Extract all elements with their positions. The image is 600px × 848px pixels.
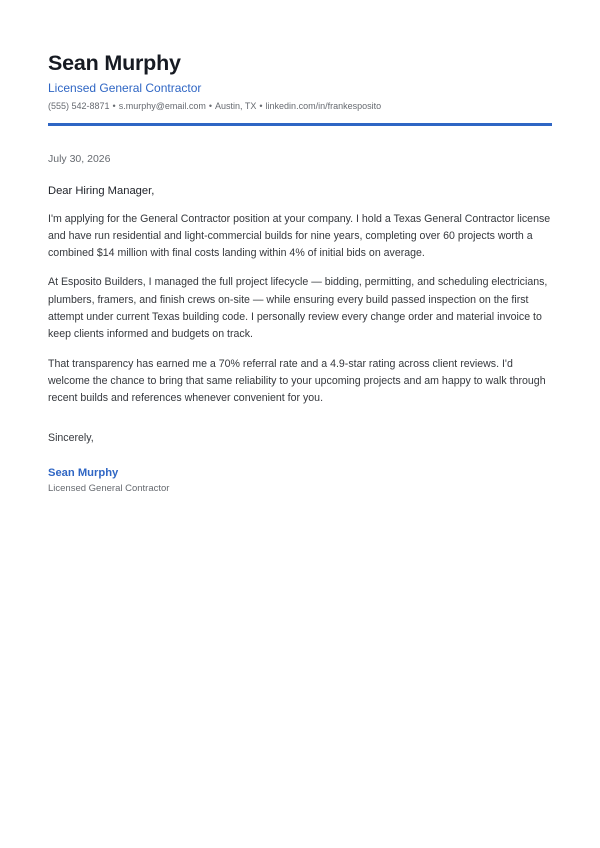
contact-separator: •	[208, 101, 213, 111]
body-paragraph-1: I'm applying for the General Contractor position at your company. I hold a Texas General Contractor license and have run residential and light-commercial builds for nine years, completing over 60 projects worth a combined $14 million with final costs landing within 4% of initial bids on average.	[48, 212, 551, 260]
letter-header	[48, 0, 552, 126]
contact-line	[48, 100, 552, 112]
letter-date: July 30, 2026	[48, 152, 111, 165]
signature-name: Sean Murphy	[48, 467, 119, 480]
signature-title: Licensed General Contractor	[48, 483, 170, 495]
body-paragraph-3: That transparency has earned me a 70% referral rate and a 4.9-star rating across client reviews. I'd welcome the chance to bring that same reliability to your upcoming projects and am happy to walk through recent builds and references whenever convenient for you.	[48, 357, 546, 405]
contact-separator: •	[259, 101, 263, 111]
applicant-name: Sean Murphy	[48, 51, 181, 75]
closing: Sincerely,	[48, 432, 94, 445]
contact-linkedin: linkedin.com/in/frankesposito	[265, 101, 382, 111]
header-divider	[48, 123, 552, 126]
contact-separator: •	[112, 101, 116, 111]
salutation: Dear Hiring Manager,	[48, 184, 155, 197]
applicant-title: Licensed General Contractor	[48, 81, 202, 95]
contact-location: Austin, TX	[215, 101, 257, 111]
contact-email: s.murphy@email.com	[118, 101, 206, 111]
body-paragraph-2: At Esposito Builders, I managed the full project lifecycle — bidding, permitting, and scheduling electricians, plumbers, framers, and finish crews on-site — while ensuring every build passed inspection on the first attempt under current Texas building code. I personally review every change order and material invoice to keep clients informed and budgets on track.	[48, 276, 548, 341]
letter-body	[48, 152, 552, 496]
contact-phone: (555) 542-8871	[48, 101, 110, 111]
